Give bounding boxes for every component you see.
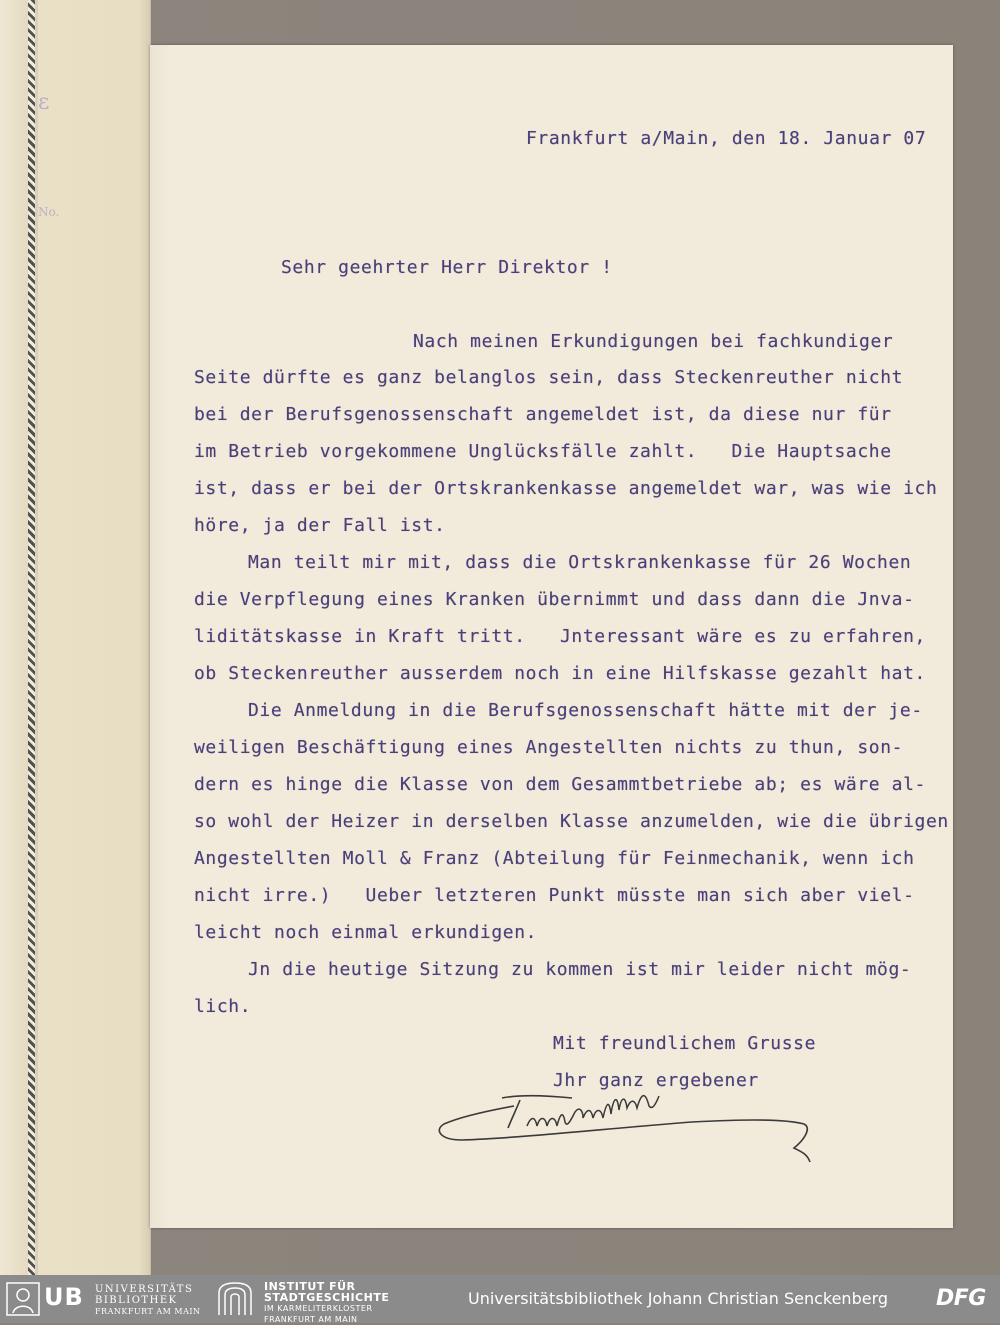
body-line: im Betrieb vorgekommene Unglücksfälle zahlt. Die Hauptsache [194, 441, 892, 462]
ub-name-line: UNIVERSITÄTS [95, 1284, 194, 1295]
body-line: nicht irre.) Ueber letzteren Punkt müsste man sich aber viel- [194, 885, 915, 906]
underlying-page [38, 0, 151, 1275]
body-line: Seite dürfte es ganz belanglos sein, dass Steckenreuther nicht [194, 367, 904, 388]
body-line: Angestellten Moll & Franz (Abteilung für Feinmechanik, wenn ich [194, 848, 915, 869]
body-line: ob Steckenreuther ausserdem noch in eine Hilfskasse gezahlt hat. [194, 663, 926, 684]
closing-line: Mit freundlichem Grusse [553, 1033, 817, 1054]
body-line: dern es hinge die Klasse von dem Gesammtbetriebe ab; es wäre al- [194, 774, 926, 795]
closing-line: Jhr ganz ergebener [553, 1070, 759, 1091]
body-line: lich. [194, 996, 252, 1017]
underlying-page-fragment: ε [38, 90, 50, 115]
isg-name-line: STADTGESCHICHTE [264, 1291, 390, 1304]
body-line: liditätskasse in Kraft tritt. Jnteressant wäre es zu erfahren, [194, 626, 926, 647]
underlying-page-fragment: No. [38, 205, 60, 219]
ub-name-line: BIBLIOTHEK [95, 1295, 178, 1306]
isg-institute-name [264, 1281, 389, 1325]
library-title: Universitätsbibliothek Johann Christian Senckenberg [468, 1289, 889, 1308]
body-line: bei der Berufsgenossenschaft angemeldet ist, da diese nur für [194, 404, 892, 425]
body-line: weiligen Beschäftigung eines Angestellten nichts zu thun, son- [194, 737, 904, 758]
dateline: Frankfurt a/Main, den 18. Januar 07 [526, 128, 927, 149]
body-line: Jn die heutige Sitzung zu kommen ist mir leider nicht mög- [248, 959, 912, 980]
letter-sheet [150, 45, 953, 1228]
body-line: höre, ja der Fall ist. [194, 515, 446, 536]
body-line: leicht noch einmal erkundigen. [194, 922, 538, 943]
ub-portrait-logo-icon [6, 1282, 40, 1316]
body-line: Man teilt mir mit, dass die Ortskrankenkasse für 26 Wochen [248, 552, 912, 573]
binding-cord [28, 0, 35, 1275]
handwritten-signature [432, 1088, 822, 1168]
isg-name-line: IM KARMELITERKLOSTER [264, 1304, 373, 1313]
footer-bar [0, 1275, 1000, 1323]
body-line: Die Anmeldung in die Berufsgenossenschaft hätte mit der je- [248, 700, 923, 721]
body-line: so wohl der Heizer in derselben Klasse anzumelden, wie die übrigen [194, 811, 949, 832]
body-line: Nach meinen Erkundigungen bei fachkundiger [413, 331, 894, 352]
isg-arches-logo-icon [215, 1281, 255, 1317]
ub-library-name [95, 1284, 201, 1317]
body-line: ist, dass er bei der Ortskrankenkasse angemeldet war, was wie ich [194, 478, 938, 499]
ub-name-line: FRANKFURT AM MAIN [95, 1307, 201, 1316]
ub-abbreviation: UB [44, 1283, 84, 1311]
isg-name-line: FRANKFURT AM MAIN [264, 1315, 358, 1324]
salutation: Sehr geehrter Herr Direktor ! [281, 257, 613, 278]
isg-name-line: INSTITUT FÜR [264, 1280, 356, 1293]
dfg-logo: DFG [936, 1286, 986, 1311]
body-line: die Verpflegung eines Kranken übernimmt und dass dann die Jnva- [194, 589, 915, 610]
